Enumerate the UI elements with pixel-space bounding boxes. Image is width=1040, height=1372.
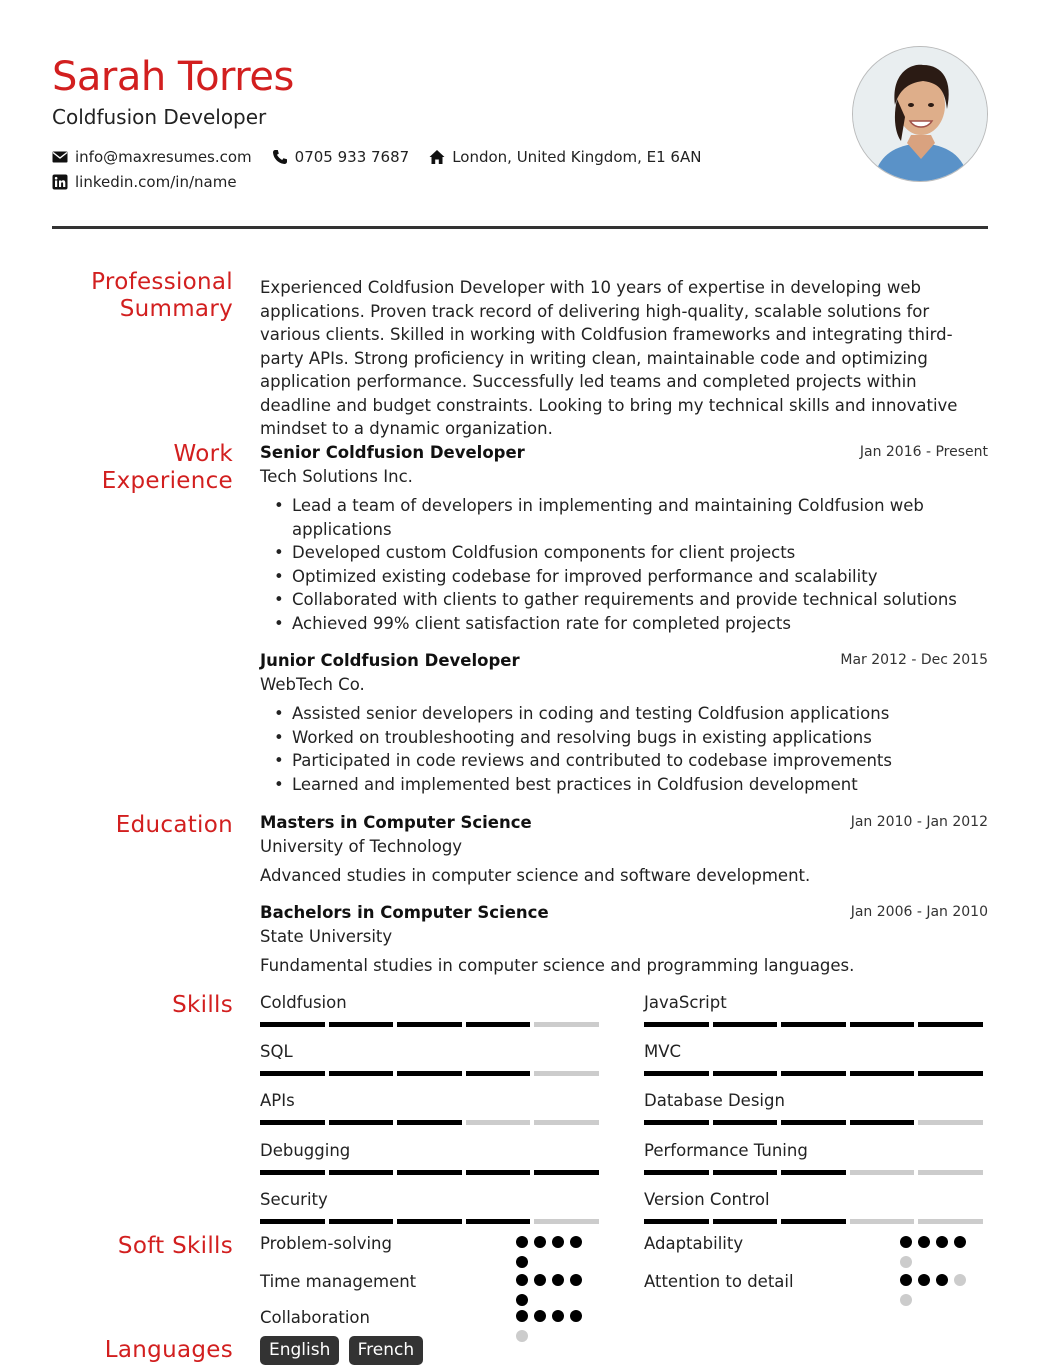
section-title-line: Work [173,441,233,467]
skill-name: SQL [260,1042,293,1061]
soft-skill-item [260,1271,603,1295]
section-title-languages: Languages [104,1337,233,1363]
skill-item [260,1189,603,1224]
rating-dot [516,1256,528,1268]
skill-bar-segment [466,1022,531,1027]
skill-bar-segment [850,1120,915,1125]
list-item: • Worked on troubleshooting and resolving bugs in existing applications [274,726,988,750]
skill-bar-segment [644,1022,709,1027]
education-degree: Bachelors in Computer Science [260,903,549,922]
linkedin-icon [52,174,68,190]
skill-bar-segment [781,1071,846,1076]
education-desc: Advanced studies in computer science and software development. [260,866,811,885]
education-entry [260,811,988,888]
language-pill: French [349,1336,424,1365]
skill-name: MVC [644,1042,682,1061]
contact-address [429,148,701,166]
skill-bar-segment [397,1120,462,1125]
skill-bar-segment [534,1120,599,1125]
education-desc: Fundamental studies in computer science and programming languages. [260,956,855,975]
skill-bar-segment [850,1219,915,1224]
skill-level-bar [644,1022,987,1027]
rating-dot [570,1274,582,1286]
skill-level-bar [644,1219,987,1224]
soft-skill-name: Collaboration [260,1308,370,1327]
skill-bar-segment [534,1219,599,1224]
skill-bar-segment [850,1170,915,1175]
list-item: • Learned and implemented best practices in Coldfusion development [274,773,988,797]
skill-bar-segment [918,1022,983,1027]
job-date: Mar 2012 - Dec 2015 [840,652,988,668]
section-title-summary [52,269,233,323]
skill-item [644,1140,987,1175]
summary-text: Experienced Coldfusion Developer with 10 years of expertise in developing web applications. Proven track record of delivering high-quality, scalable solutions for various clients. Skilled in working with Coldfusion frameworks and integrating third-party APIs. Strong proficiency in writing clean, maintainable code and optimizing application performance. Successfully led teams and completed projects within deadline and budget constraints. Looking to bring my technical skills and innovative mindset to a dynamic organization. [260,278,958,438]
soft-skill-name: Problem-solving [260,1234,392,1253]
rating-dot [954,1274,966,1286]
soft-skill-name: Time management [260,1272,417,1291]
skill-bar-segment [781,1170,846,1175]
rating-dot [534,1274,546,1286]
skill-item [260,1140,603,1175]
job-entry [260,649,988,796]
skill-name: Coldfusion [260,993,347,1012]
soft-skill-name: Adaptability [644,1234,744,1253]
skill-item [644,992,987,1027]
skill-item [644,1041,987,1076]
skill-bar-segment [329,1022,394,1027]
skill-bar-segment [644,1071,709,1076]
header-divider [52,226,988,229]
rating-dot [954,1236,966,1248]
job-company: Tech Solutions Inc. [260,466,413,486]
section-title-line: Summary [119,296,233,322]
job-title: Junior Coldfusion Developer [260,651,520,670]
skill-level-bar [260,1022,603,1027]
resume-header [52,52,988,192]
section-title-skills: Skills [172,992,233,1018]
skill-bar-segment [713,1219,778,1224]
education-degree: Masters in Computer Science [260,813,532,832]
job-date: Jan 2016 - Present [859,444,988,460]
phone-text: 0705 933 7687 [294,147,410,166]
skill-name: Version Control [644,1190,770,1209]
education-school: University of Technology [260,836,463,856]
education-date: Jan 2006 - Jan 2010 [850,904,988,920]
education-school: State University [260,926,393,946]
skill-item [644,1189,987,1224]
skill-level-bar [260,1170,603,1175]
soft-skill-item [644,1233,987,1257]
skill-level-bar [260,1120,603,1125]
job-company: WebTech Co. [260,674,365,694]
rating-dot [516,1236,528,1248]
job-bullets [274,494,988,635]
rating-dot [516,1310,528,1322]
skill-bar-segment [534,1022,599,1027]
rating-dot [552,1274,564,1286]
email-text: info@maxresumes.com [75,147,252,166]
skill-bar-segment [850,1071,915,1076]
contact-linkedin[interactable] [52,173,237,191]
skill-level-bar [260,1219,603,1224]
skill-name: Security [260,1190,328,1209]
rating-dot [900,1256,912,1268]
rating-dot [918,1236,930,1248]
rating-dot [918,1274,930,1286]
job-title: Senior Coldfusion Developer [260,443,525,462]
skill-bar-segment [397,1170,462,1175]
education-entry [260,901,988,978]
skill-bar-segment [781,1120,846,1125]
languages-list [260,1336,988,1365]
list-item: • Developed custom Coldfusion components for client projects [274,541,988,565]
skill-bar-segment [329,1219,394,1224]
section-title-education: Education [115,812,233,838]
skill-bar-segment [397,1219,462,1224]
skill-bar-segment [713,1071,778,1076]
skill-name: JavaScript [644,993,727,1012]
soft-skill-item [260,1307,603,1331]
skill-bar-segment [329,1170,394,1175]
skill-bar-segment [260,1120,325,1125]
section-title-line: Experience [101,468,233,494]
skill-bar-segment [918,1120,983,1125]
skill-name: Debugging [260,1141,351,1160]
list-item: • Lead a team of developers in implementing and maintaining Coldfusion web applications [274,494,988,541]
skill-level-bar [644,1071,987,1076]
skill-bar-segment [918,1071,983,1076]
rating-dot [936,1274,948,1286]
skill-bar-segment [534,1170,599,1175]
education-date: Jan 2010 - Jan 2012 [850,814,988,830]
list-item: • Collaborated with clients to gather requirements and provide technical solutions [274,588,988,612]
soft-skill-item [644,1271,987,1295]
skill-bar-segment [918,1219,983,1224]
skill-item [260,1041,603,1076]
skill-level-bar [644,1170,987,1175]
candidate-name: Sarah Torres [52,54,294,100]
rating-dot [534,1236,546,1248]
skill-bar-segment [329,1071,394,1076]
contact-info [52,144,721,194]
linkedin-text: linkedin.com/in/name [75,172,237,191]
address-text: London, United Kingdom, E1 6AN [452,147,702,166]
list-item: • Achieved 99% client satisfaction rate for completed projects [274,612,988,636]
skill-bar-segment [466,1219,531,1224]
rating-dot [534,1310,546,1322]
skill-bar-segment [850,1022,915,1027]
rating-dot [516,1294,528,1306]
job-bullets [274,702,988,796]
skill-bar-segment [534,1071,599,1076]
skill-bar-segment [466,1120,531,1125]
contact-email[interactable] [52,148,252,166]
section-title-soft-skills: Soft Skills [117,1233,233,1259]
skill-level-bar [260,1071,603,1076]
skill-bar-segment [644,1170,709,1175]
skill-bar-segment [466,1071,531,1076]
skill-item [260,1090,603,1125]
skill-bar-segment [781,1022,846,1027]
rating-dot [900,1294,912,1306]
skill-name: Database Design [644,1091,785,1110]
contact-phone[interactable] [272,148,410,166]
rating-dot [570,1310,582,1322]
soft-skill-item [260,1233,603,1257]
profile-photo [852,46,988,182]
skill-bar-segment [713,1120,778,1125]
skill-bar-segment [260,1170,325,1175]
rating-dot [516,1274,528,1286]
language-pill: English [260,1336,339,1365]
rating-dot [552,1310,564,1322]
list-item: • Participated in code reviews and contributed to codebase improvements [274,749,988,773]
list-item: • Assisted senior developers in coding and testing Coldfusion applications [274,702,988,726]
candidate-role: Coldfusion Developer [52,105,267,129]
skill-name: Performance Tuning [644,1141,808,1160]
skill-bar-segment [781,1219,846,1224]
skill-name: APIs [260,1091,295,1110]
job-entry [260,441,988,635]
skill-bar-segment [713,1022,778,1027]
rating-dot [570,1236,582,1248]
section-title-work [52,441,233,495]
envelope-icon [52,149,68,165]
section-title-line: Professional [91,269,233,295]
rating-dot [900,1236,912,1248]
skill-bar-segment [644,1219,709,1224]
skill-bar-segment [260,1219,325,1224]
skill-level-bar [644,1120,987,1125]
home-icon [429,149,445,165]
skill-item [260,992,603,1027]
portrait-photo-icon [853,47,988,182]
soft-skill-name: Attention to detail [644,1272,794,1291]
list-item: • Optimized existing codebase for improved performance and scalability [274,565,988,589]
rating-dot [552,1236,564,1248]
skill-bar-segment [644,1120,709,1125]
rating-dot [936,1236,948,1248]
skill-bar-segment [260,1022,325,1027]
skill-bar-segment [329,1120,394,1125]
skill-bar-segment [260,1071,325,1076]
skill-bar-segment [397,1022,462,1027]
skill-bar-segment [466,1170,531,1175]
skill-bar-segment [713,1170,778,1175]
skill-item [644,1090,987,1125]
rating-dot [900,1274,912,1286]
skill-bar-segment [918,1170,983,1175]
phone-icon [272,149,288,165]
skill-bar-segment [397,1071,462,1076]
